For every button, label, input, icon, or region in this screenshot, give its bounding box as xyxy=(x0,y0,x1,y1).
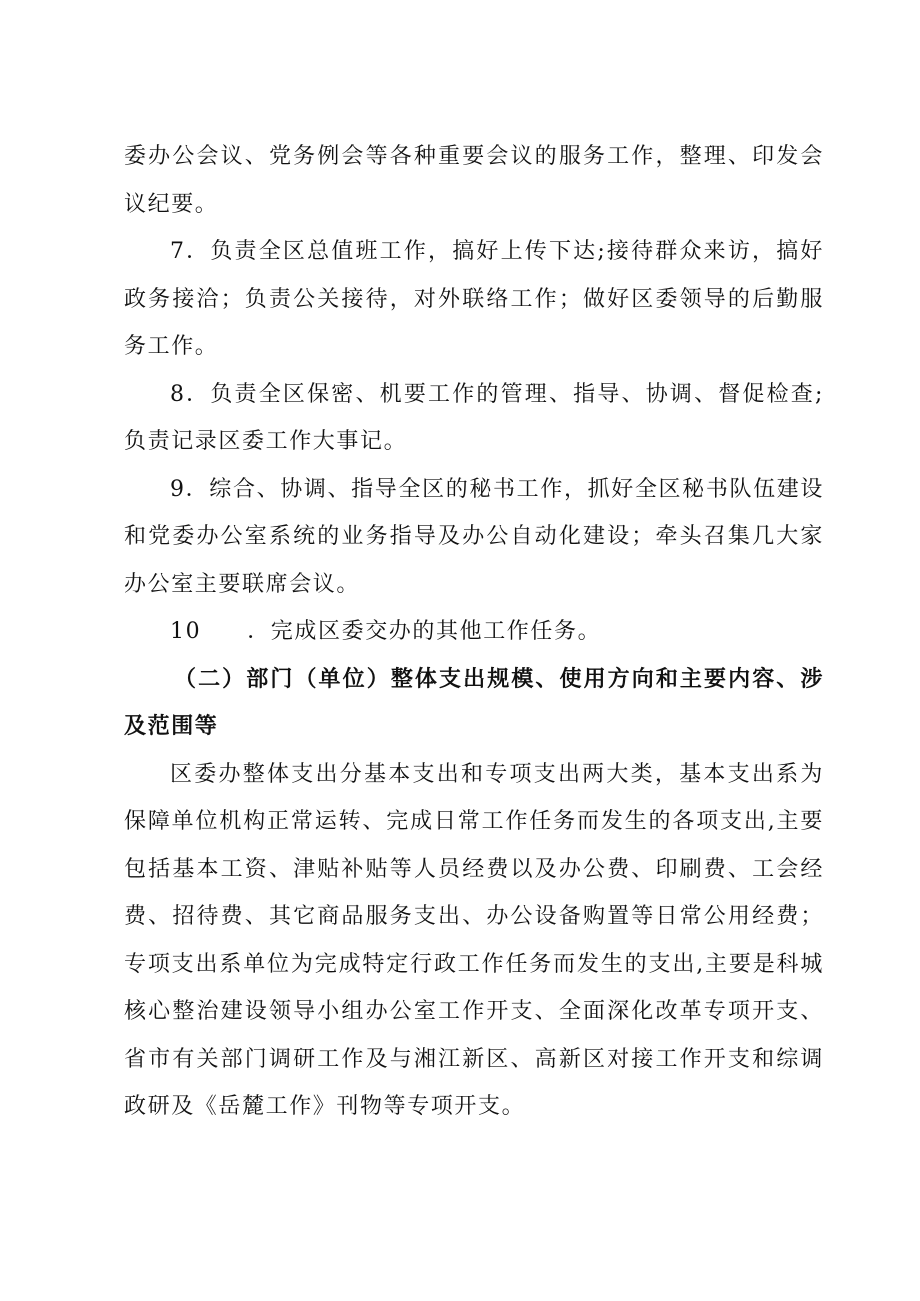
item-text: ．完成区委交办的其他工作任务。 xyxy=(247,619,602,644)
list-item-7 xyxy=(124,228,824,371)
item-number: 9． xyxy=(170,476,210,502)
list-item-8 xyxy=(124,371,824,466)
item-number: 10 xyxy=(170,619,202,644)
section-heading: （二）部门（单位）整体支出规模、使用方向和主要内容、涉及范围等 xyxy=(124,665,824,739)
item-number: 7． xyxy=(170,239,211,264)
continuation-paragraph: 委办公会议、党务例会等各种重要会议的服务工作，整理、印发会议纪要。 xyxy=(124,144,824,217)
item-text: 综合、协调、指导全区的秘书工作，抓好全区秘书队伍建设和党委办公室系统的业务指导及办公自动化建设；牵头召集几大家办公室主要联席会议。 xyxy=(124,476,824,597)
body-paragraph: 区委办整体支出分基本支出和专项支出两大类，基本支出系为保障单位机构正常运转、完成日常工作任务而发生的各项支出,主要包括基本工资、津贴补贴等人员经费以及办公费、印刷费、工会经费、招待费、其它商品服务支出、办公设备购置等日常公用经费；专项支出系单位为完成特定行政工作任务而发生的支出,主要是科城核心整治建设领导小组办公室工作开支、全面深化改革专项开支、省市有关部门调研工作及与湘江新区、高新区对接工作开支和综调政研及《岳麓工作》刊物等专项开支。 xyxy=(124,761,824,1119)
item-text: 负责全区总值班工作，搞好上传下达;接待群众来访，搞好政务接洽；负责公关接待，对外联络工作；做好区委领导的后勤服务工作。 xyxy=(124,239,825,359)
item-number: 8． xyxy=(170,381,211,407)
document-page xyxy=(124,133,824,1131)
list-item-9 xyxy=(124,466,824,609)
list-item-10 xyxy=(124,608,824,656)
item-text: 负责全区保密、机要工作的管理、指导、协调、督促检查;负责记录区委工作大事记。 xyxy=(124,381,825,454)
